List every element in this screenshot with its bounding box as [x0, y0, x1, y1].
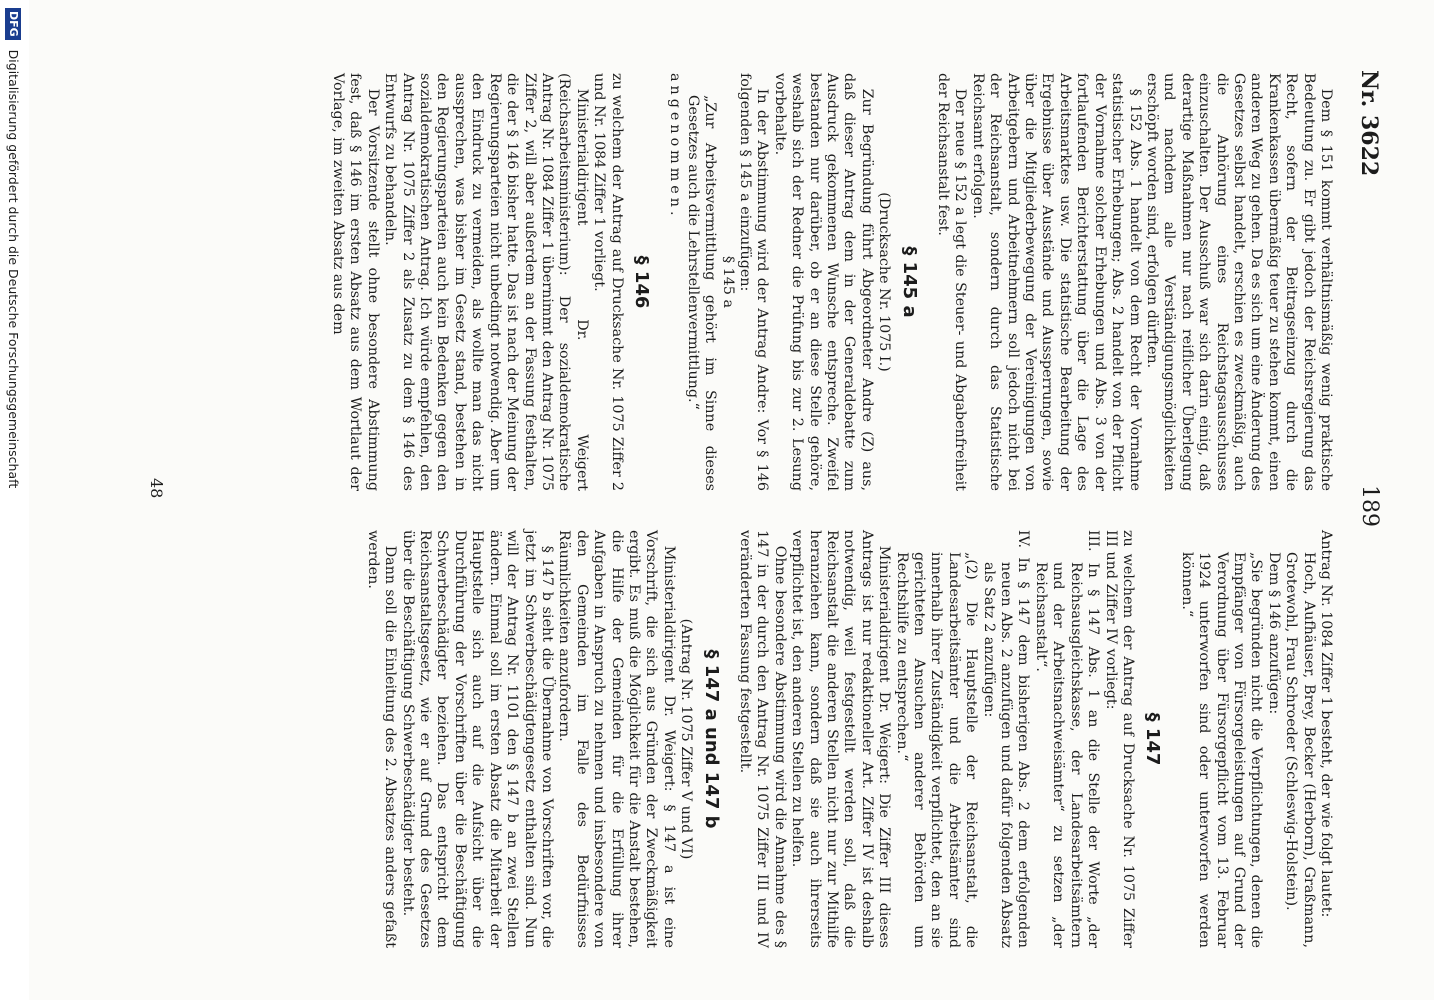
- paragraph: angenommen.: [667, 73, 684, 220]
- paragraph: Ohne besondere Abstimmung wird die Annahme des § 147 in der durch den Antrag Nr. 1075 Ziffer III und IV veränderten Fassung festgestellt.: [737, 530, 788, 948]
- paragraph: (Antrag Nr. 1075 Ziffer V und VI): [678, 618, 695, 860]
- paragraph: Dem § 146 anzufügen:: [1265, 552, 1282, 715]
- digitization-text: Digitalisierung gefördert durch die Deutsche Forschungsgemeinschaft: [6, 49, 21, 489]
- signatories: Hoch, Aufhäuser, Brey, Becker (Herborn), Graßmann, Grotewohl, Frau Schroeder (Schleswig-Holstein).: [1283, 552, 1317, 948]
- numbered-item: [1032, 530, 1102, 948]
- page-number: 189: [1357, 485, 1382, 527]
- paragraph: Ministerialdirigent Dr. Weigert: § 147 a ist eine Vorschrift, die sich aus Gründen der Zweckmäßigkeit ergibt. Es muß die Möglichkeit für die Anstalt bestehen, die Hilfe der Gemeinden für die Erfüllung ihrer Aufgaben in Anspruch zu nehmen und insbesondere von den Gemeinden im Falle des Bedürfnisses Räumlichkeiten anzufordern.: [556, 530, 677, 948]
- quoted-text: „Zur Arbeitsvermittlung gehört im Sinne dieses Gesetzes auch die Lehrstellenvermittlung.“: [684, 95, 719, 491]
- item-text: In § 147 dem bisherigen Abs. 2 dem erfolgenden neuen Abs. 2 anzufügen und dafür folgenden Absatz als Satz 2 anzufügen:: [980, 557, 1032, 948]
- footer-page-number: 48: [147, 478, 166, 499]
- paragraph: zu welchem der Antrag auf Drucksache Nr. 1075 Ziffer III und Ziffer IV vorliegt:: [1102, 530, 1136, 948]
- item-number: III.: [1085, 530, 1102, 552]
- section-heading-146: § 146: [630, 255, 652, 309]
- quoted-text: „Sie begründen nicht die Verpflichtungen, denen die Empfänger von Fürsorgeleistungen auf Grund der Verordnung über Fürsorgepflicht vom 13. Februar 1924 unterworfen sind oder unterworfen werden können.“: [1178, 552, 1265, 948]
- item-number: IV.: [1015, 530, 1032, 549]
- paragraph: Dann soll die Einleitung des 2. Absatzes anders gefaßt werden.: [364, 530, 399, 948]
- paragraph: Antrag Nr. 1084 Ziffer 1 besteht, der wie folgt lautet:: [1318, 530, 1334, 918]
- page-header: [1348, 70, 1388, 960]
- left-column: [329, 73, 1334, 491]
- quoted-text: „(2) Die Hauptstelle der Reichsanstalt, die Landesarbeitsämter und die Arbeitsämter sind innerhalb ihrer Zuständigkeit verpflichtet, den an sie gerichteten Ansuchen anderer Behörden um Rechtshilfe zu entsprechen.“: [893, 552, 980, 948]
- paragraph: Dem § 151 kommt verhältnismäßig wenig praktische Bedeutung zu. Er gibt jedoch der Reichsregierung das Recht, sofern der Beitragseinzug durch die Krankenkassen übermäßig teuer zu stehen kommt, einen anderen Weg zu gehen. Da es sich um eine Änderung des Gesetzes selbst handelt, erschien es zweckmäßig, auch die Anhörung eines Reichstagsausschusses einzuschalten. Der Ausschuß war sich darin einig, daß derartige Maßnahmen nur nach reiflicher Überlegung und nachdem alle Verständigungsmöglichkeiten erschöpft worden sind, erfolgen dürften.: [1143, 73, 1334, 491]
- document-number: Nr. 3622: [1356, 70, 1382, 177]
- paragraph: Zur Begründung führt Abgeordneter Andre (Z) aus, daß dieser Antrag dem in der Generaldebatte zum Ausdruck gekommenen Wunsche entspreche. Zweifel bestanden nur darüber, ob er an diese Stelle gehöre, weshalb sich der Redner die Prüfung bis zur 2. Lesung vorbehalte.: [771, 73, 875, 491]
- paragraph: (Drucksache Nr. 1075 I.): [876, 192, 893, 372]
- paragraph: Ministerialdirigent Dr. Weigert: Die Ziffer III dieses Antrags ist nur redaktioneller Art. Ziffer IV ist deshalb notwendig, weil festgestellt werden soll, daß die Reichsanstalt die anderen Stellen nicht nur zur Mithilfe heranziehen kann, sondern daß sie auch ihrerseits verpflichtet ist, den anderen Stellen zu helfen.: [789, 530, 893, 948]
- numbered-item: [979, 530, 1031, 948]
- paragraph: Ministerialdirigent Dr. Weigert (Reichsarbeitsministerium): Der sozialdemokratische Antrag Nr. 1084 Ziffer 1 übernimmt den Antrag Nr. 1075 Ziffer 2, will aber außerdem an der Fassung festhalten, die der § 146 bisher hatte. Das ist nach der Meinung der Regierungsparteien nicht unbedingt notwendig. Aber um den Eindruck zu vermeiden, als wollte man das nicht aussprechen, was bisher im Gesetz stand, bestehen in den Regierungsparteien auch kein Bedenken gegen den sozialdemokratischen Antrag. Ich würde empfehlen, den Antrag Nr. 1075 Ziffer 2 als Zusatz zu dem § 146 des Entwurfs zu behandeln.: [382, 73, 590, 491]
- section-heading-145a: § 145 a: [898, 246, 920, 318]
- right-column: [363, 530, 1334, 948]
- paragraph: In der Abstimmung wird der Antrag Andre: Vor § 146 folgenden § 145 a einzufügen:: [737, 73, 771, 491]
- paragraph: § 152 Abs. 1 handelt von dem Recht der Vornahme statistischer Erhebungen; Abs. 2 handelt von der Pflicht der Vornahme solcher Erhebungen und Abs. 3 von der fortlaufenden Berichterstattung über die Lage des Arbeitsmarktes usw. Die statistische Bearbeitung der Ergebnisse über Ausstände und Aussperrungen, sowie über die Mitgliederbewegung der Vereinigungen von Arbeitgebern und Arbeitnehmern soll jedoch nicht bei der Reichsanstalt, sondern durch das Statistische Reichsamt erfolgen.: [969, 73, 1143, 491]
- paragraph: § 147 b sieht die Übernahme von Vorschriften vor, die jetzt im Schwerbeschädigtengesetz enthalten sind. Nun will der Antrag Nr. 1101 den § 147 b an zwei Stellen ändern. Einmal soll im ersten Absatz die Mitarbeit der Hauptstelle sich auch auf die Aufsicht über die Durchführung der Vorschriften über die Beschäftigung Schwerbeschädigter beziehen. Das entspricht dem Reichsanstaltsgesetz, wie er auf Grund des Gesetzes über die Beschäftigung Schwerbeschädigter besteht.: [399, 530, 555, 948]
- section-heading-147ab: § 147 a und 147 b: [700, 649, 722, 829]
- digitization-note: [0, 0, 29, 1000]
- paragraph: Der Vorsitzende stellt ohne besondere Abstimmung fest, daß § 146 im ersten Absatz aus dem Wortlaut der Vorlage, im zweiten Absatz aus dem: [330, 73, 381, 491]
- quoted-section-heading: § 145 a: [719, 255, 736, 309]
- paragraph: Der neue § 152 a legt die Steuer- und Abgabenfreiheit der Reichsanstalt fest.: [935, 73, 969, 491]
- item-text: In § 147 Abs. 1 an die Stelle der Worte „der Reichsausgleichskasse, der Landesarbeitsämtern und der Arbeitsnachweisämter“ zu setzen „der Reichsanstalt“.: [1032, 562, 1102, 949]
- paragraph: zu welchem der Antrag auf Drucksache Nr. 1075 Ziffer 2 und Nr. 1084 Ziffer 1 vorliegt.: [591, 73, 625, 491]
- dfg-logo: DFG: [6, 8, 22, 40]
- section-heading-147: § 147: [1142, 712, 1164, 766]
